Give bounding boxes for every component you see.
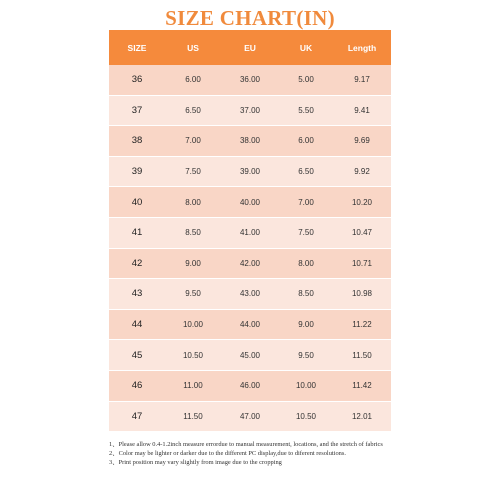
header-length: Length [333,30,391,65]
cell-us: 11.00 [165,370,221,401]
cell-length: 9.69 [333,126,391,157]
cell-us: 6.50 [165,95,221,126]
cell-length: 10.47 [333,217,391,248]
cell-uk: 10.00 [279,370,333,401]
cell-eu: 36.00 [221,65,279,95]
cell-size: 45 [109,340,165,371]
cell-length: 11.42 [333,370,391,401]
cell-us: 6.00 [165,65,221,95]
cell-eu: 44.00 [221,309,279,340]
cell-size: 39 [109,156,165,187]
cell-eu: 45.00 [221,340,279,371]
notes-section [109,440,409,468]
cell-length: 10.71 [333,248,391,279]
cell-size: 41 [109,217,165,248]
cell-eu: 47.00 [221,401,279,432]
cell-us: 7.00 [165,126,221,157]
table-row [109,187,391,218]
table-row [109,95,391,126]
cell-uk: 9.50 [279,340,333,371]
cell-eu: 42.00 [221,248,279,279]
header-eu: EU [221,30,279,65]
cell-us: 10.50 [165,340,221,371]
cell-size: 42 [109,248,165,279]
table-row [109,401,391,432]
page-title: SIZE CHART(IN) [165,6,335,30]
cell-uk: 6.00 [279,126,333,157]
cell-size: 40 [109,187,165,218]
cell-us: 8.00 [165,187,221,218]
cell-size: 46 [109,370,165,401]
table-row [109,370,391,401]
cell-uk: 8.50 [279,279,333,310]
cell-length: 9.92 [333,156,391,187]
header-uk: UK [279,30,333,65]
cell-length: 10.98 [333,279,391,310]
table-row [109,217,391,248]
table-row [109,248,391,279]
cell-uk: 10.50 [279,401,333,432]
table-row [109,126,391,157]
table-row [109,309,391,340]
cell-size: 47 [109,401,165,432]
cell-uk: 5.50 [279,95,333,126]
cell-uk: 5.00 [279,65,333,95]
note-2: 2、Color may be lighter or darker due to the different PC display,due to diferent resolutions. [109,450,346,458]
cell-eu: 39.00 [221,156,279,187]
cell-us: 9.00 [165,248,221,279]
cell-us: 8.50 [165,217,221,248]
cell-eu: 46.00 [221,370,279,401]
cell-size: 36 [109,65,165,95]
cell-size: 37 [109,95,165,126]
cell-length: 10.20 [333,187,391,218]
note-3: 3、Print position may vary slightly from image due to the cropping [109,459,282,467]
cell-uk: 7.00 [279,187,333,218]
cell-uk: 8.00 [279,248,333,279]
cell-uk: 7.50 [279,217,333,248]
cell-eu: 40.00 [221,187,279,218]
cell-us: 7.50 [165,156,221,187]
cell-length: 11.22 [333,309,391,340]
table-body [109,65,391,432]
header-size: SIZE [109,30,165,65]
cell-uk: 6.50 [279,156,333,187]
cell-us: 9.50 [165,279,221,310]
header-us: US [165,30,221,65]
table-row [109,340,391,371]
cell-size: 43 [109,279,165,310]
cell-length: 11.50 [333,340,391,371]
cell-eu: 37.00 [221,95,279,126]
cell-eu: 43.00 [221,279,279,310]
cell-uk: 9.00 [279,309,333,340]
cell-length: 9.17 [333,65,391,95]
cell-eu: 41.00 [221,217,279,248]
cell-length: 12.01 [333,401,391,432]
note-1: 1、Please allow 0.4-1.2inch measure errordue to manual measurement, locations, and the stretch of fabrics [109,441,383,448]
cell-eu: 38.00 [221,126,279,157]
table-row [109,156,391,187]
cell-us: 10.00 [165,309,221,340]
cell-us: 11.50 [165,401,221,432]
cell-length: 9.41 [333,95,391,126]
size-chart-table [109,30,391,432]
table-row [109,279,391,310]
table-header-row [109,30,391,65]
cell-size: 44 [109,309,165,340]
cell-size: 38 [109,126,165,157]
table-row [109,65,391,95]
